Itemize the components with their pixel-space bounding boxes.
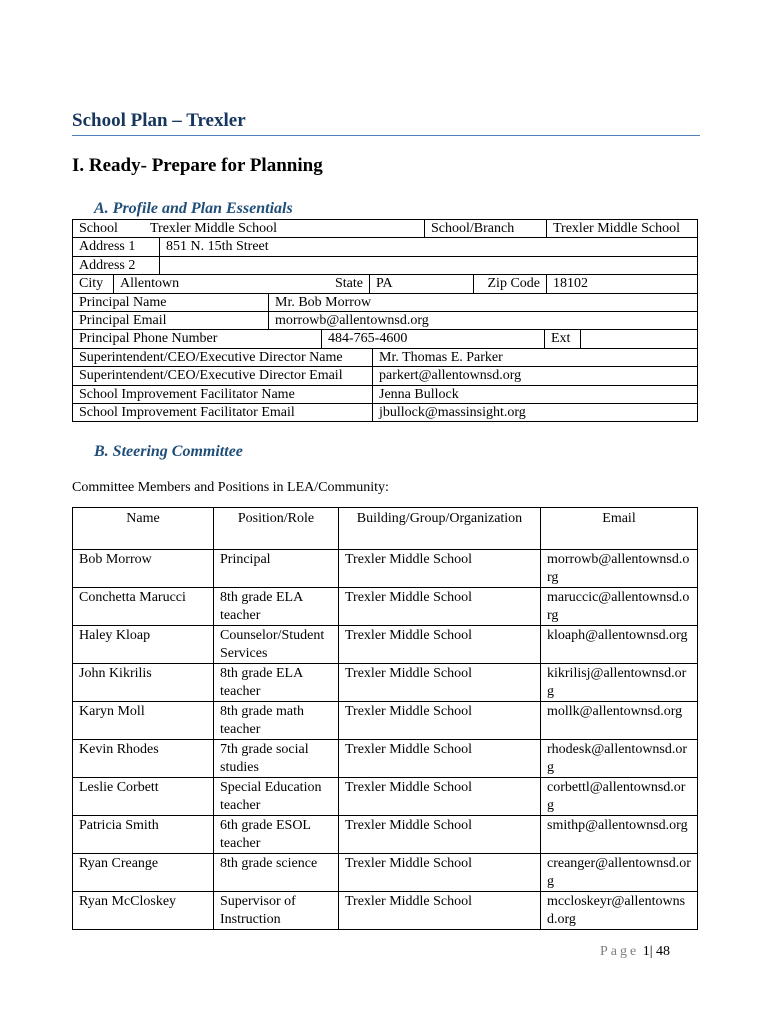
header-position: Position/Role	[214, 508, 339, 550]
member-name: Kevin Rhodes	[73, 740, 214, 778]
member-position: 8th grade science	[214, 854, 339, 892]
member-position: Supervisor of Instruction	[214, 892, 339, 930]
member-org: Trexler Middle School	[339, 626, 541, 664]
member-email: mccloskeyr@allentownsd.org	[541, 892, 698, 930]
member-org: Trexler Middle School	[339, 550, 541, 588]
profile-row-principal-phone	[72, 330, 698, 348]
member-email: kloaph@allentownsd.org	[541, 626, 698, 664]
member-org: Trexler Middle School	[339, 892, 541, 930]
page-total: 48	[656, 944, 671, 959]
committee-label: Committee Members and Positions in LEA/Community:	[72, 480, 389, 495]
sif-name-value: Jenna Bullock	[372, 386, 697, 403]
branch-label: School/Branch	[424, 220, 546, 237]
principal-email-label: Principal Email	[79, 312, 167, 328]
principal-name-label: Principal Name	[79, 294, 167, 310]
profile-row-supt-email	[72, 367, 698, 385]
supt-name-value: Mr. Thomas E. Parker	[372, 349, 697, 366]
table-row	[73, 702, 698, 740]
member-position: 6th grade ESOL teacher	[214, 816, 339, 854]
state-label: State	[335, 276, 363, 292]
principal-name-value: Mr. Bob Morrow	[268, 294, 697, 311]
member-org: Trexler Middle School	[339, 740, 541, 778]
member-org: Trexler Middle School	[339, 664, 541, 702]
table-row	[73, 740, 698, 778]
table-row	[73, 854, 698, 892]
table-row	[73, 664, 698, 702]
profile-row-school	[72, 220, 698, 238]
profile-row-supt-name	[72, 349, 698, 367]
member-name: Bob Morrow	[73, 550, 214, 588]
member-email: morrowb@allentownsd.org	[541, 550, 698, 588]
member-position: 7th grade social studies	[214, 740, 339, 778]
committee-header-row	[73, 508, 698, 550]
member-name: Karyn Moll	[73, 702, 214, 740]
table-row	[73, 626, 698, 664]
supt-email-value: parkert@allentownsd.org	[372, 367, 697, 384]
address2-label: Address 2	[79, 257, 136, 273]
document-title: School Plan – Trexler	[72, 110, 700, 136]
supt-name-label: Superintendent/CEO/Executive Director Name	[79, 349, 343, 365]
table-row	[73, 550, 698, 588]
address1-label: Address 1	[79, 239, 136, 255]
profile-row-sif-email	[72, 404, 698, 422]
subsection-a-heading: A. Profile and Plan Essentials	[94, 200, 293, 217]
table-row	[73, 816, 698, 854]
subsection-b-heading: B. Steering Committee	[94, 443, 243, 460]
header-email: Email	[541, 508, 698, 550]
member-name: Haley Kloap	[73, 626, 214, 664]
member-name: Leslie Corbett	[73, 778, 214, 816]
sif-name-label: School Improvement Facilitator Name	[79, 386, 295, 402]
school-value: Trexler Middle School	[150, 221, 278, 236]
page-footer	[600, 944, 670, 960]
page-separator: |	[649, 944, 653, 959]
profile-row-principal-name	[72, 294, 698, 312]
page-word: Page	[600, 944, 640, 959]
state-value: PA	[369, 275, 473, 292]
member-position: 8th grade math teacher	[214, 702, 339, 740]
table-row	[73, 778, 698, 816]
member-position: Counselor/Student Services	[214, 626, 339, 664]
profile-row-city	[72, 275, 698, 293]
address2-value	[159, 257, 697, 274]
member-name: Ryan McCloskey	[73, 892, 214, 930]
member-name: John Kikrilis	[73, 664, 214, 702]
member-name: Conchetta Marucci	[73, 588, 214, 626]
supt-email-label: Superintendent/CEO/Executive Director Email	[79, 368, 343, 384]
city-value: Allentown	[113, 275, 329, 292]
table-row	[73, 588, 698, 626]
city-label: City	[79, 276, 104, 292]
profile-row-principal-email	[72, 312, 698, 330]
address1-value: 851 N. 15th Street	[159, 238, 697, 255]
zip-label: Zip Code	[473, 275, 546, 292]
ext-label: Ext	[544, 330, 580, 347]
member-position: 8th grade ELA teacher	[214, 588, 339, 626]
profile-row-address2	[72, 257, 698, 275]
page-number: 1	[642, 944, 650, 959]
member-position: Principal	[214, 550, 339, 588]
member-email: mollk@allentownsd.org	[541, 702, 698, 740]
zip-value: 18102	[546, 275, 697, 292]
member-org: Trexler Middle School	[339, 778, 541, 816]
principal-phone-value: 484-765-4600	[321, 330, 544, 347]
member-org: Trexler Middle School	[339, 816, 541, 854]
ext-value	[580, 330, 697, 347]
profile-table	[72, 219, 698, 422]
sif-email-label: School Improvement Facilitator Email	[79, 404, 295, 420]
profile-row-address1	[72, 238, 698, 256]
table-row	[73, 892, 698, 930]
profile-row-sif-name	[72, 386, 698, 404]
sif-email-value: jbullock@massinsight.org	[372, 404, 697, 421]
branch-value: Trexler Middle School	[546, 220, 697, 237]
section-heading: I. Ready- Prepare for Planning	[72, 155, 323, 176]
member-email: corbettl@allentownsd.org	[541, 778, 698, 816]
member-email: kikrilisj@allentownsd.org	[541, 664, 698, 702]
member-org: Trexler Middle School	[339, 588, 541, 626]
member-name: Patricia Smith	[73, 816, 214, 854]
member-position: Special Education teacher	[214, 778, 339, 816]
school-label: School	[79, 221, 118, 236]
member-name: Ryan Creange	[73, 854, 214, 892]
principal-email-value: morrowb@allentownsd.org	[268, 312, 697, 329]
header-organization: Building/Group/Organization	[339, 508, 541, 550]
member-org: Trexler Middle School	[339, 702, 541, 740]
principal-phone-label: Principal Phone Number	[79, 331, 218, 347]
committee-table	[72, 507, 698, 930]
member-email: rhodesk@allentownsd.org	[541, 740, 698, 778]
member-email: smithp@allentownsd.org	[541, 816, 698, 854]
member-position: 8th grade ELA teacher	[214, 664, 339, 702]
member-org: Trexler Middle School	[339, 854, 541, 892]
header-name: Name	[73, 508, 214, 550]
member-email: creanger@allentownsd.org	[541, 854, 698, 892]
member-email: maruccic@allentownsd.org	[541, 588, 698, 626]
